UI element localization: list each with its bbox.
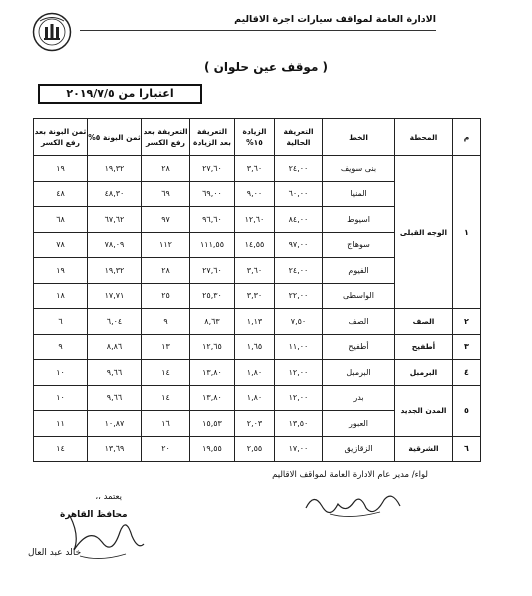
cell-coupon: ٦,٠٤ [88, 309, 142, 335]
header-coupon-price: ثمن البونة ٥% [88, 119, 142, 156]
cell-current: ٩٧,٠٠ [275, 232, 323, 258]
page-title: ( موقف عين حلوان ) [203, 60, 329, 74]
cell-increase: ٢,٥٥ [235, 436, 275, 462]
governorate-seal-logo [32, 12, 72, 52]
cell-after-increase: ٩٦,٦٠ [190, 207, 235, 233]
cell-line: الزقازيق [323, 436, 395, 462]
cell-after-increase: ١٣,٨٠ [190, 385, 235, 411]
cell-current: ١٢,٠٠ [275, 385, 323, 411]
cell-current: ٢٤,٠٠ [275, 156, 323, 182]
table-row [34, 360, 481, 386]
cell-coupon: ٩,٦٦ [88, 360, 142, 386]
cell-increase: ١,١٣ [235, 309, 275, 335]
cell-current: ١٣,٥٠ [275, 411, 323, 437]
cell-coupon-rounded: ١٠ [34, 385, 88, 411]
cell-coupon: ٧٨,٠٩ [88, 232, 142, 258]
cell-line: العبور [323, 411, 395, 437]
table-row [34, 309, 481, 335]
header-tariff-after-increase: التعريفة بعد الزيادة [190, 119, 235, 156]
cell-coupon-rounded: ٦ [34, 309, 88, 335]
cell-after-rounding: ١١٢ [142, 232, 190, 258]
effective-date-box: اعتبارا من ٢٠١٩/٧/٥ [38, 84, 202, 104]
cell-coupon-rounded: ٧٨ [34, 232, 88, 258]
cell-line: الفيوم [323, 258, 395, 284]
group-num: ٢ [453, 309, 481, 335]
cell-line: الصف [323, 309, 395, 335]
cell-current: ١٢,٠٠ [275, 360, 323, 386]
cell-after-rounding: ١٣ [142, 334, 190, 360]
cell-after-increase: ٢٥,٣٠ [190, 283, 235, 309]
group-station: أطفيح [395, 334, 453, 360]
table-row [34, 334, 481, 360]
cell-current: ٧,٥٠ [275, 309, 323, 335]
cell-current: ٦٠,٠٠ [275, 181, 323, 207]
cell-coupon-rounded: ١٩ [34, 156, 88, 182]
group-station: الصف [395, 309, 453, 335]
table-row [34, 156, 481, 182]
header-line: الخط [323, 119, 395, 156]
cell-after-rounding: ٩٧ [142, 207, 190, 233]
cell-after-increase: ١٢,٦٥ [190, 334, 235, 360]
cell-after-rounding: ٢٠ [142, 436, 190, 462]
group-station: البرمبل [395, 360, 453, 386]
cell-after-rounding: ١٤ [142, 360, 190, 386]
cell-after-increase: ٢٧,٦٠ [190, 156, 235, 182]
cell-after-rounding: ٢٨ [142, 258, 190, 284]
group-num: ٤ [453, 360, 481, 386]
cell-current: ٨٤,٠٠ [275, 207, 323, 233]
cell-coupon: ١٧,٧١ [88, 283, 142, 309]
cell-coupon: ٨,٨٦ [88, 334, 142, 360]
cell-coupon-rounded: ١٩ [34, 258, 88, 284]
group-num: ٣ [453, 334, 481, 360]
organization-header: الادارة العامة لمواقف سيارات اجرة الاقاليم [234, 14, 436, 25]
cell-after-increase: ١١١,٥٥ [190, 232, 235, 258]
group-station: المدن الجديد [395, 385, 453, 436]
table-header-row [34, 119, 481, 156]
cell-coupon: ١٩,٣٢ [88, 156, 142, 182]
cell-current: ١١,٠٠ [275, 334, 323, 360]
cell-coupon-rounded: ١٠ [34, 360, 88, 386]
table-row [34, 436, 481, 462]
cell-increase: ٣,٦٠ [235, 156, 275, 182]
cell-line: بدر [323, 385, 395, 411]
cell-increase: ١٢,٦٠ [235, 207, 275, 233]
approval-note: يعتمد ،، [95, 492, 122, 502]
cell-current: ٢٢,٠٠ [275, 283, 323, 309]
cell-increase: ١,٦٥ [235, 334, 275, 360]
cell-line: اسيوط [323, 207, 395, 233]
cell-after-increase: ١٣,٨٠ [190, 360, 235, 386]
cell-increase: ٣,٣٠ [235, 283, 275, 309]
cell-coupon-rounded: ٤٨ [34, 181, 88, 207]
cell-increase: ٢,٠٣ [235, 411, 275, 437]
cell-line: سوهاج [323, 232, 395, 258]
header-current-tariff: التعريفة الحالية [275, 119, 323, 156]
cell-coupon-rounded: ١١ [34, 411, 88, 437]
tariff-table [33, 118, 481, 462]
cell-line: المنيا [323, 181, 395, 207]
cell-after-rounding: ٢٨ [142, 156, 190, 182]
table-row [34, 385, 481, 411]
header-increase: الزيادة ١٥% [235, 119, 275, 156]
cell-current: ١٧,٠٠ [275, 436, 323, 462]
cell-after-increase: ٢٧,٦٠ [190, 258, 235, 284]
cell-coupon: ٤٨,٣٠ [88, 181, 142, 207]
cell-after-increase: ١٥,٥٣ [190, 411, 235, 437]
header-tariff-after-rounding: التعريفة بعد رفع الكسر [142, 119, 190, 156]
cell-coupon: ٦٧,٦٢ [88, 207, 142, 233]
governor-title: محافظ القاهرة [60, 510, 128, 520]
cell-increase: ١٤,٥٥ [235, 232, 275, 258]
cell-increase: ٣,٦٠ [235, 258, 275, 284]
header-divider [80, 30, 436, 31]
cell-coupon: ١٠,٨٧ [88, 411, 142, 437]
group-num: ١ [453, 156, 481, 309]
cell-coupon-rounded: ٦٨ [34, 207, 88, 233]
cell-after-increase: ٦٩,٠٠ [190, 181, 235, 207]
header-station: المحطة [395, 119, 453, 156]
cell-after-rounding: ٢٥ [142, 283, 190, 309]
cell-current: ٢٤,٠٠ [275, 258, 323, 284]
header-coupon-after-rounding: ثمن البونة بعد رفع الكسر [34, 119, 88, 156]
group-station: الوجه القبلى [395, 156, 453, 309]
group-station: الشرقية [395, 436, 453, 462]
cell-after-increase: ١٩,٥٥ [190, 436, 235, 462]
director-title: لواء/ مدير عام الادارة العامة لمواقف الاقاليم [272, 470, 428, 480]
cell-after-rounding: ١٤ [142, 385, 190, 411]
cell-increase: ١,٨٠ [235, 385, 275, 411]
cell-after-rounding: ١٦ [142, 411, 190, 437]
cell-after-rounding: ٩ [142, 309, 190, 335]
cell-increase: ٩,٠٠ [235, 181, 275, 207]
director-signature [300, 484, 410, 524]
cell-coupon-rounded: ١٨ [34, 283, 88, 309]
header-num: م [453, 119, 481, 156]
group-num: ٦ [453, 436, 481, 462]
governor-name: خالد عبد العال [28, 548, 82, 558]
cell-coupon: ٩,٦٦ [88, 385, 142, 411]
cell-line: البرمبل [323, 360, 395, 386]
cell-coupon: ١٣,٦٩ [88, 436, 142, 462]
cell-coupon: ١٩,٣٢ [88, 258, 142, 284]
cell-coupon-rounded: ٩ [34, 334, 88, 360]
cell-after-rounding: ٦٩ [142, 181, 190, 207]
cell-after-increase: ٨,٦٣ [190, 309, 235, 335]
cell-coupon-rounded: ١٤ [34, 436, 88, 462]
cell-line: أطفيح [323, 334, 395, 360]
cell-line: بنى سويف [323, 156, 395, 182]
cell-increase: ١,٨٠ [235, 360, 275, 386]
group-num: ٥ [453, 385, 481, 436]
cell-line: الواسطى [323, 283, 395, 309]
